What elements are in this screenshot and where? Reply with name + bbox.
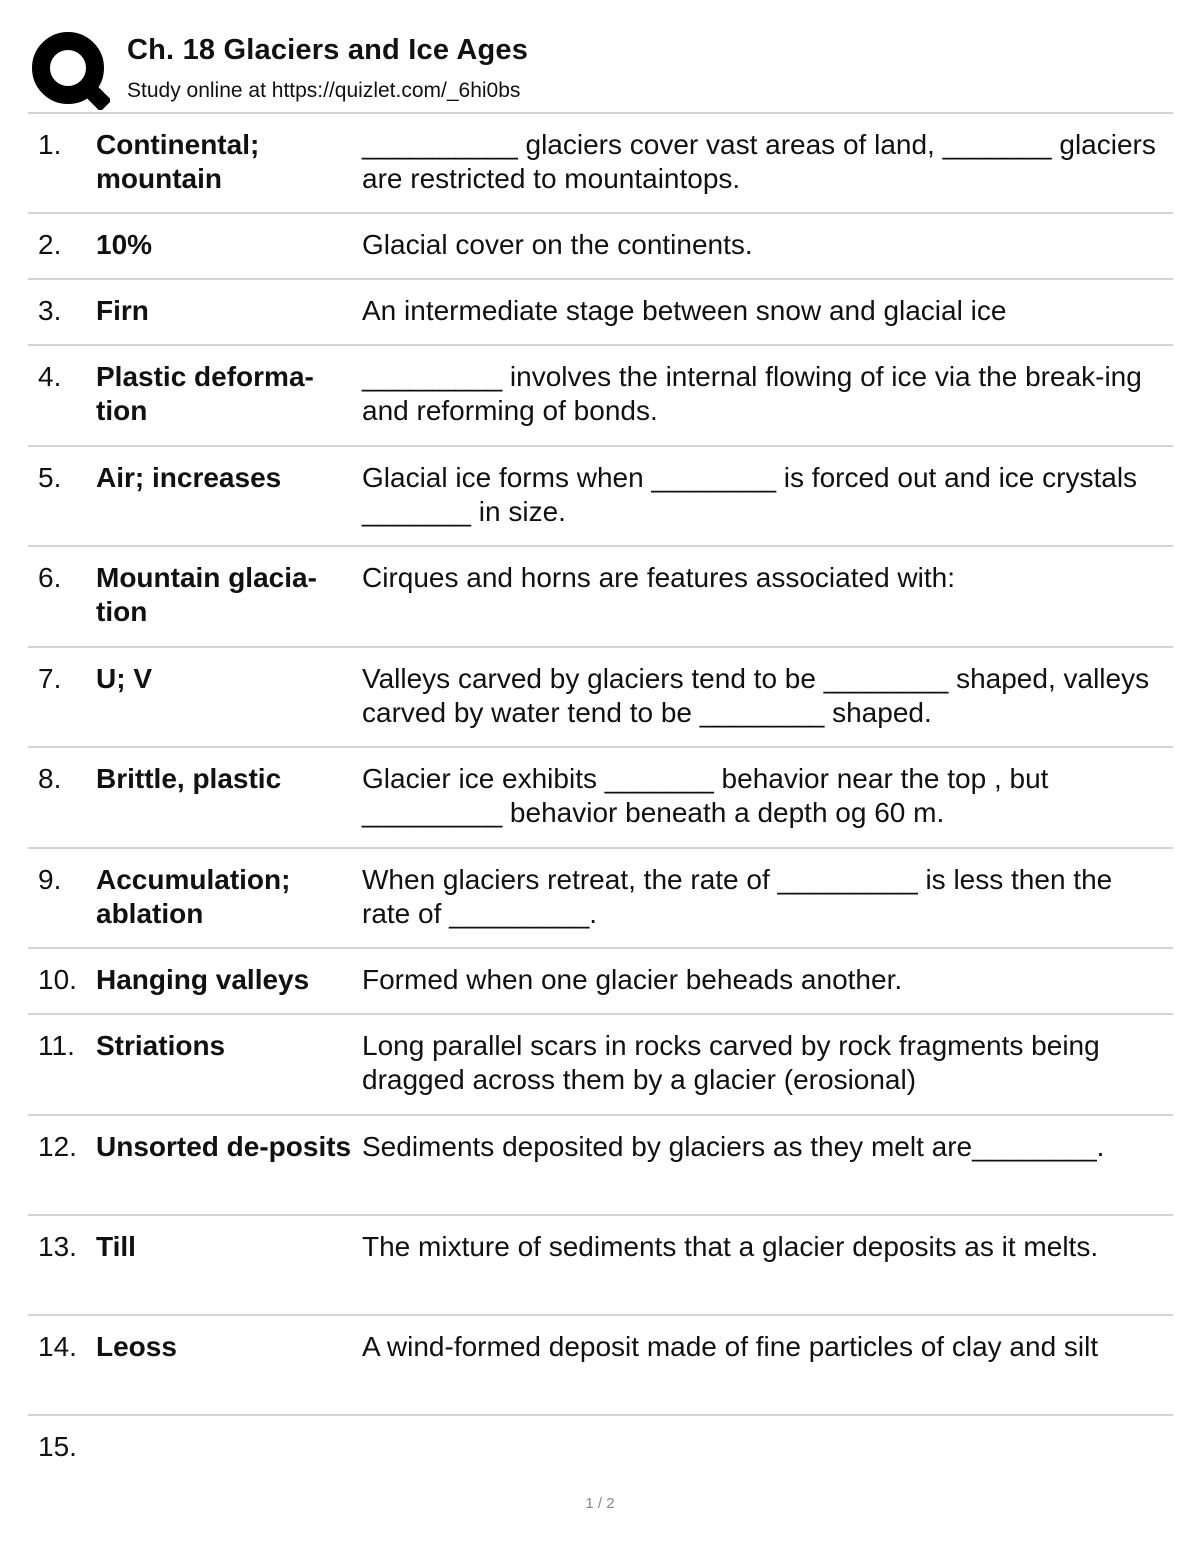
card-term: Striations	[96, 1030, 226, 1061]
card-number: 14.	[38, 1331, 77, 1362]
card-term: Till	[96, 1231, 136, 1262]
card-definition: Formed when one glacier beheads another.	[362, 964, 903, 995]
card-term: Leoss	[96, 1331, 177, 1362]
card-definition: Sediments deposited by glaciers as they melt are________.	[362, 1131, 1105, 1162]
card-term: Air; increases	[96, 462, 282, 493]
card-row	[28, 1414, 1173, 1480]
card-term: Brittle, plastic	[96, 763, 282, 794]
card-number: 10.	[38, 964, 77, 995]
page-title: Ch. 18 Glaciers and Ice Ages	[127, 34, 529, 66]
card-number: 6.	[38, 562, 62, 593]
card-number: 5.	[38, 462, 62, 493]
card-definition: Glacier ice exhibits _______ behavior near the top , but _________ behavior beneath a depth og 60 m.	[362, 763, 1049, 828]
card-row	[28, 746, 1173, 847]
card-row	[28, 1214, 1173, 1314]
card-term: Unsorted de-posits	[96, 1131, 352, 1162]
card-row	[28, 344, 1173, 445]
card-definition: Glacial cover on the continents.	[362, 229, 753, 260]
study-link-text: Study online at https://quizlet.com/_6hi0bs	[127, 79, 521, 102]
card-row	[28, 1114, 1173, 1214]
card-definition: The mixture of sediments that a glacier deposits as it melts.	[362, 1231, 1099, 1262]
card-definition: _________ involves the internal flowing of ice via the break-ing and reforming of bonds.	[362, 361, 1142, 426]
card-term: Mountain glacia-tion	[96, 562, 317, 627]
document-header	[30, 28, 1175, 112]
page-number: 1 / 2	[585, 1495, 615, 1512]
card-row	[28, 445, 1173, 545]
card-number: 15.	[38, 1431, 77, 1462]
card-term: Hanging valleys	[96, 964, 310, 995]
card-row	[28, 947, 1173, 1013]
card-number: 12.	[38, 1131, 77, 1162]
flashcard-table	[28, 112, 1173, 1480]
card-number: 2.	[38, 229, 62, 260]
card-row	[28, 278, 1173, 344]
card-row	[28, 1314, 1173, 1414]
card-definition: An intermediate stage between snow and glacial ice	[362, 295, 1007, 326]
card-definition: Glacial ice forms when ________ is forced out and ice crystals _______ in size.	[362, 462, 1138, 527]
card-definition: When glaciers retreat, the rate of _________ is less then the rate of _________.	[362, 864, 1113, 929]
card-term: 10%	[96, 229, 153, 260]
card-number: 13.	[38, 1231, 77, 1262]
card-row	[28, 1013, 1173, 1114]
card-definition: __________ glaciers cover vast areas of land, _______ glaciers are restricted to mountaintops.	[362, 129, 1156, 194]
card-row	[28, 112, 1173, 212]
card-term: Accumulation; ablation	[96, 864, 291, 929]
card-term: Firn	[96, 295, 149, 326]
card-number: 7.	[38, 663, 62, 694]
card-definition: A wind-formed deposit made of fine particles of clay and silt	[362, 1331, 1099, 1362]
card-term: Plastic deforma-tion	[96, 361, 314, 426]
card-row	[28, 545, 1173, 646]
card-number: 3.	[38, 295, 62, 326]
card-number: 8.	[38, 763, 62, 794]
card-number: 11.	[38, 1030, 75, 1061]
card-number: 9.	[38, 864, 62, 895]
card-definition: Valleys carved by glaciers tend to be ________ shaped, valleys carved by water tend to be ________ shaped.	[362, 663, 1150, 728]
card-term: U; V	[96, 663, 152, 694]
card-row	[28, 212, 1173, 278]
card-row	[28, 646, 1173, 746]
card-definition: Long parallel scars in rocks carved by rock fragments being dragged across them by a glacier (erosional)	[362, 1030, 1100, 1095]
card-number: 4.	[38, 361, 62, 392]
card-term: Continental; mountain	[96, 129, 260, 194]
quizlet-logo-icon	[30, 30, 110, 110]
card-row	[28, 847, 1173, 947]
card-definition: Cirques and horns are features associated with:	[362, 562, 955, 593]
card-number: 1.	[38, 129, 62, 160]
